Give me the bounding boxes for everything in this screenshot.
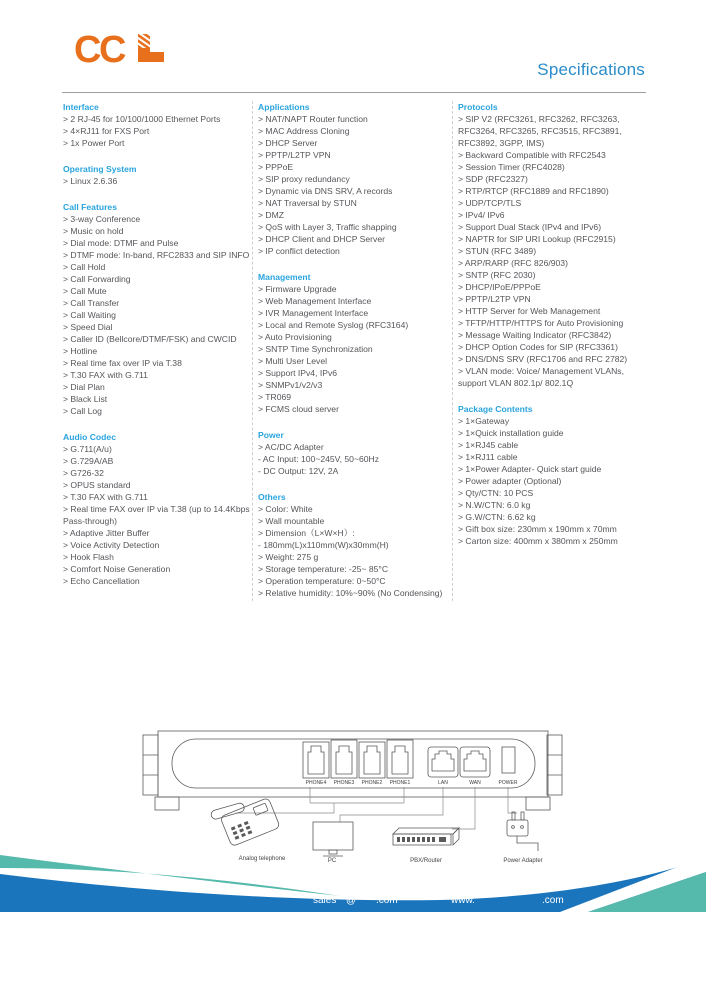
spec-item: > Hotline xyxy=(63,346,98,356)
port-label-phone2: PHONE2 xyxy=(361,780,383,786)
spec-item: > Call Log xyxy=(63,406,102,416)
spec-item: > Call Hold xyxy=(63,262,106,272)
spec-item: > SNTP (RFC 2030) xyxy=(458,270,536,280)
spec-item: > VLAN mode: Voice/ Management VLANs, support VLAN 802.1p/ 802.1Q xyxy=(458,366,624,388)
footer-www-text: www. xyxy=(451,895,475,906)
spec-column-3 xyxy=(458,101,645,561)
spec-item: > SNTP Time Synchronization xyxy=(258,344,373,354)
spec-item: > Caller ID (Bellcore/DTMF/FSK) and CWCID xyxy=(63,334,237,344)
port-label-wan: WAN xyxy=(469,780,481,786)
gateway-rear-panel xyxy=(143,731,562,810)
spec-item: > Music on hold xyxy=(63,226,124,236)
spec-item: > PPTP/L2TP VPN xyxy=(258,150,331,160)
spec-section xyxy=(458,403,645,547)
section-heading: Audio Codec xyxy=(63,432,116,442)
spec-item: > PPPoE xyxy=(258,162,294,172)
spec-item: > Relative humidity: 10%~90% (No Condensing) xyxy=(258,588,443,598)
spec-item: > NAT Traversal by STUN xyxy=(258,198,357,208)
spec-item: > Call Waiting xyxy=(63,310,116,320)
spec-item: > Carton size: 400mm x 380mm x 250mm xyxy=(458,536,618,546)
power-adapter-icon xyxy=(507,812,538,851)
spec-item: > T.30 FAX with G.711 xyxy=(63,492,148,502)
spec-item: > DHCP/IPoE/PPPoE xyxy=(458,282,541,292)
spec-item: > T.30 FAX with G.711 xyxy=(63,370,148,380)
spec-item: > SIP V2 (RFC3261, RFC3262, RFC3263, RFC3264, RFC3265, RFC3515, RFC3891, RFC3892, 3GPP, IMS) xyxy=(458,114,622,148)
spec-item: > Dial mode: DTMF and Pulse xyxy=(63,238,179,248)
spec-item: > Adaptive Jitter Buffer xyxy=(63,528,150,538)
spec-item: > Speed Dial xyxy=(63,322,113,332)
lan-wan-port-icons xyxy=(428,747,490,777)
spec-item: > Real time fax over IP via T.38 xyxy=(63,358,182,368)
spec-item: > Web Management Interface xyxy=(258,296,372,306)
spec-item: > Power adapter (Optional) xyxy=(458,476,562,486)
port-labels xyxy=(306,780,518,786)
spec-item: > Call Forwarding xyxy=(63,274,131,284)
pbx-router-icon xyxy=(393,828,459,845)
device-connection-diagram xyxy=(140,725,565,870)
spec-column-1 xyxy=(63,101,250,601)
spec-item: - DC Output: 12V, 2A xyxy=(258,466,339,476)
label-power-adapter: Power Adapter xyxy=(503,858,543,864)
phone-port-icons xyxy=(303,740,413,778)
spec-item: > FCMS cloud server xyxy=(258,404,339,414)
spec-item: > 1x Power Port xyxy=(63,138,125,148)
label-pc: PC xyxy=(327,858,337,864)
spec-item: > 1×Gateway xyxy=(458,416,510,426)
spec-item: > Support IPv4, IPv6 xyxy=(258,368,338,378)
spec-column-2 xyxy=(258,101,448,613)
label-analog-telephone: Analog telephone xyxy=(238,856,286,862)
spec-item: > Wall mountable xyxy=(258,516,325,526)
column-separator-1 xyxy=(252,101,253,601)
label-pbx-router: PBX/Router xyxy=(410,858,442,864)
spec-item: > DHCP Client and DHCP Server xyxy=(258,234,385,244)
spec-item: > 1×Power Adapter- Quick start guide xyxy=(458,464,602,474)
spec-item: > N.W/CTN: 6.0 kg xyxy=(458,500,531,510)
power-port-icon xyxy=(502,747,515,773)
port-label-phone3: PHONE3 xyxy=(333,780,355,786)
spec-item: > DTMF mode: In-band, RFC2833 and SIP INFO xyxy=(63,250,250,260)
spec-item: > ARP/RARP (RFC 826/903) xyxy=(458,258,568,268)
spec-item: > Dimension（L×W×H）: xyxy=(258,528,355,538)
column-separator-2 xyxy=(452,101,453,601)
spec-item: > Session Timer (RFC4028) xyxy=(458,162,565,172)
spec-item: > STUN (RFC 3489) xyxy=(458,246,537,256)
spec-item: > AC/DC Adapter xyxy=(258,442,324,452)
section-heading: Applications xyxy=(258,102,310,112)
spec-item: > DMZ xyxy=(258,210,285,220)
spec-section xyxy=(258,491,448,599)
spec-item: > Local and Remote Syslog (RFC3164) xyxy=(258,320,409,330)
spec-item: > OPUS standard xyxy=(63,480,131,490)
spec-item: > RTP/RTCP (RFC1889 and RFC1890) xyxy=(458,186,609,196)
section-heading: Call Features xyxy=(63,202,117,212)
spec-item: > Hook Flash xyxy=(63,552,114,562)
spec-item: > 1×RJ45 cable xyxy=(458,440,519,450)
spec-item: - 180mm(L)x110mm(W)x30mm(H) xyxy=(258,540,389,550)
spec-item: > Dial Plan xyxy=(63,382,105,392)
spec-item: > HTTP Server for Web Management xyxy=(458,306,601,316)
logo-cc-text: CC xyxy=(74,29,124,70)
spec-item: > IPv4/ IPv6 xyxy=(458,210,505,220)
spec-section xyxy=(63,201,250,417)
spec-item: > Backward Compatible with RFC2543 xyxy=(458,150,606,160)
spec-section xyxy=(63,101,250,149)
spec-item: > MAC Address Cloning xyxy=(258,126,350,136)
ccl-logo-icon xyxy=(74,28,166,70)
spec-item: > Call Mute xyxy=(63,286,107,296)
spec-item: > 4×RJ11 for FXS Port xyxy=(63,126,150,136)
spec-item: > Color: White xyxy=(258,504,313,514)
spec-item: > DNS/DNS SRV (RFC1706 and RFC 2782) xyxy=(458,354,628,364)
port-label-phone4: PHONE4 xyxy=(305,780,327,786)
section-heading: Power xyxy=(258,430,284,440)
spec-item: - AC Input: 100~245V, 50~60Hz xyxy=(258,454,380,464)
spec-item: > IP conflict detection xyxy=(258,246,340,256)
spec-item: > 1×Quick installation guide xyxy=(458,428,564,438)
spec-item: > Qty/CTN: 10 PCS xyxy=(458,488,534,498)
spec-section xyxy=(458,101,645,389)
spec-item: > Black List xyxy=(63,394,108,404)
page-title: Specifications xyxy=(537,60,645,79)
spec-item: > G726-32 xyxy=(63,468,104,478)
footer-site-domain: .com xyxy=(542,895,564,906)
spec-section xyxy=(258,101,448,257)
footer-sales-text: sales xyxy=(313,895,337,906)
spec-item: > NAT/NAPT Router function xyxy=(258,114,368,124)
port-label-power: POWER xyxy=(498,780,518,786)
spec-item: > Firmware Upgrade xyxy=(258,284,337,294)
spec-item: > IVR Management Interface xyxy=(258,308,369,318)
spec-item: > TR069 xyxy=(258,392,292,402)
spec-item: > DHCP Option Codes for SIP (RFC3361) xyxy=(458,342,618,352)
spec-item: > SDP (RFC2327) xyxy=(458,174,528,184)
spec-item: > G.729A/AB xyxy=(63,456,114,466)
spec-section xyxy=(63,163,250,187)
spec-item: > Dynamic via DNS SRV, A records xyxy=(258,186,393,196)
spec-item: > Call Transfer xyxy=(63,298,120,308)
spec-section xyxy=(63,431,250,587)
footer-email-domain: .com xyxy=(376,895,398,906)
section-heading: Others xyxy=(258,492,286,502)
spec-item: > PPTP/L2TP VPN xyxy=(458,294,531,304)
spec-item: > NAPTR for SIP URI Lookup (RFC2915) xyxy=(458,234,616,244)
spec-item: > 1×RJ11 cable xyxy=(458,452,518,462)
section-heading: Package Contents xyxy=(458,404,533,414)
spec-item: > Weight: 275 g xyxy=(258,552,319,562)
section-heading: Management xyxy=(258,272,311,282)
spec-item: > Voice Activity Detection xyxy=(63,540,160,550)
spec-section xyxy=(258,429,448,477)
spec-item: > Storage temperature: -25~ 85°C xyxy=(258,564,389,574)
spec-item: > Operation temperature: 0~50°C xyxy=(258,576,386,586)
spec-item: > Linux 2.6.36 xyxy=(63,176,118,186)
spec-item: > G.711(A/u) xyxy=(63,444,112,454)
footer-contact-line xyxy=(0,895,706,911)
spec-item: > Real time FAX over IP via T.38 (up to 14.4Kbps Pass-through) xyxy=(63,504,250,526)
logo-l-glyph xyxy=(138,34,164,62)
section-heading: Operating System xyxy=(63,164,137,174)
telephone-icon xyxy=(209,789,280,849)
spec-item: > G.W/CTN: 6.62 kg xyxy=(458,512,536,522)
spec-item: > Multi User Level xyxy=(258,356,328,366)
section-heading: Protocols xyxy=(458,102,498,112)
spec-item: > Comfort Noise Generation xyxy=(63,564,171,574)
spec-item: > Auto Provisioning xyxy=(258,332,332,342)
spec-item: > SIP proxy redundancy xyxy=(258,174,350,184)
spec-item: > TFTP/HTTP/HTTPS for Auto Provisioning xyxy=(458,318,624,328)
port-label-phone1: PHONE1 xyxy=(389,780,411,786)
ccl-logo xyxy=(74,28,166,75)
spec-section xyxy=(258,271,448,415)
spec-item: > Support Dual Stack (IPv4 and IPv6) xyxy=(458,222,602,232)
spec-item: > Gift box size: 230mm x 190mm x 70mm xyxy=(458,524,617,534)
spec-item: > UDP/TCP/TLS xyxy=(458,198,522,208)
spec-item: > Message Waiting Indicator (RFC3842) xyxy=(458,330,612,340)
spec-item: > SNMPv1/v2/v3 xyxy=(258,380,323,390)
footer-at-sign: @ xyxy=(346,895,357,906)
header-divider xyxy=(62,92,646,93)
section-heading: Interface xyxy=(63,102,99,112)
spec-item: > 2 RJ-45 for 10/100/1000 Ethernet Ports xyxy=(63,114,221,124)
spec-item: > 3-way Conference xyxy=(63,214,141,224)
spec-item: > QoS with Layer 3, Traffic shapping xyxy=(258,222,397,232)
spec-item: > Echo Cancellation xyxy=(63,576,140,586)
port-label-lan: LAN xyxy=(438,780,448,786)
spec-item: > DHCP Server xyxy=(258,138,318,148)
